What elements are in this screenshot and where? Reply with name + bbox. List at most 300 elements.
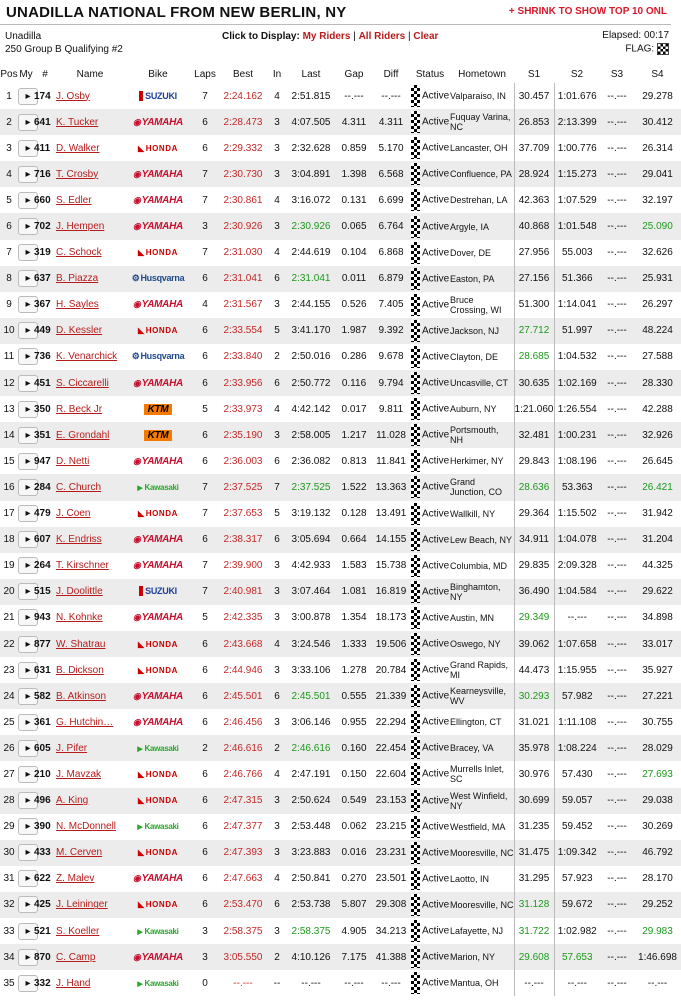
sector-3: --.--- (607, 194, 627, 206)
laps-cell (192, 735, 218, 761)
s4-cell (634, 735, 681, 761)
clear-link[interactable]: Clear (413, 31, 439, 42)
rider-name-link[interactable]: A. King (56, 795, 89, 807)
num-cell (34, 370, 56, 396)
my-rider-toggle-icon[interactable]: ▸ (18, 270, 38, 287)
checkered-flag-icon (411, 633, 420, 655)
column-header[interactable]: S3 (610, 68, 624, 80)
my-rider-toggle-icon[interactable]: ▸ (18, 896, 38, 913)
table-row[interactable] (0, 840, 681, 866)
laps: 6 (202, 873, 208, 885)
all-riders-link[interactable]: All Riders (358, 31, 406, 42)
checkered-flag-icon (411, 163, 420, 185)
gap: 0.664 (341, 534, 367, 546)
my-rider-toggle-icon[interactable]: ▸ (18, 166, 38, 183)
bike-brand-logo: ◉ YAMAHA (133, 117, 183, 128)
hometown-cell (450, 605, 514, 631)
sector-3: --.--- (607, 716, 627, 728)
display-label: Click to Display: (222, 31, 300, 42)
hometown-cell (450, 240, 514, 266)
status: Active (422, 90, 450, 102)
num-cell (34, 501, 56, 527)
rider-name-link[interactable]: T. Kirschner (56, 560, 109, 572)
status-cell (410, 109, 450, 135)
table-row[interactable] (0, 501, 681, 527)
gap-cell (336, 892, 372, 918)
my-rider-toggle-icon[interactable]: ▸ (18, 244, 38, 261)
position: 26 (3, 742, 15, 754)
table-row[interactable] (0, 83, 681, 109)
s2-cell (554, 631, 600, 657)
checkered-flag-icon (411, 920, 420, 942)
num-cell (34, 474, 56, 500)
sector-3: --.--- (607, 273, 627, 285)
table-row[interactable] (0, 631, 681, 657)
sector-4: 28.029 (642, 742, 673, 754)
best-lap: 2:30.730 (223, 168, 263, 180)
hometown: Mantua, OH (450, 978, 499, 989)
column-header[interactable]: My (19, 68, 33, 80)
my-rider-toggle-icon[interactable]: ▸ (18, 740, 38, 757)
rider-name-link[interactable]: K. Tucker (56, 116, 99, 128)
bike-cell (124, 970, 192, 996)
table-row[interactable] (0, 866, 681, 892)
sector-3: --.--- (607, 299, 627, 311)
column-header[interactable]: Laps (194, 68, 216, 80)
laps-cell (192, 631, 218, 657)
table-row[interactable] (0, 318, 681, 344)
status: Active (422, 273, 450, 285)
column-header[interactable]: Diff (383, 68, 399, 80)
rider-name-link[interactable]: J. Hempen (56, 221, 105, 233)
diff-cell (372, 161, 410, 187)
column-header[interactable]: # (42, 68, 48, 80)
my-rider-toggle-icon[interactable]: ▸ (18, 844, 38, 861)
rider-name-link[interactable]: M. Cerven (56, 847, 103, 859)
rider-name-link[interactable]: D. Walker (56, 142, 100, 154)
my-rider-toggle-icon[interactable]: ▸ (18, 505, 38, 522)
table-row[interactable] (0, 187, 681, 213)
bike-brand-logo: ◣ HONDA (138, 509, 178, 518)
rider-name-link[interactable]: J. Osby (56, 90, 90, 102)
last-cell (286, 866, 336, 892)
column-header[interactable]: S2 (570, 68, 584, 80)
rider-number: 390 (34, 821, 51, 833)
rider-number: 641 (34, 116, 51, 128)
table-row[interactable] (0, 161, 681, 187)
sector-1: 27.156 (518, 273, 550, 285)
checkered-flag-icon (411, 242, 420, 264)
rider-name-link[interactable]: E. Grondahl (56, 429, 110, 441)
last-lap: 3:33.106 (291, 664, 331, 676)
my-rider-toggle-icon[interactable]: ▸ (18, 662, 38, 679)
table-row[interactable] (0, 240, 681, 266)
hometown: Portsmouth, NH (450, 425, 499, 446)
table-row[interactable] (0, 527, 681, 553)
sector-2: 1:00.776 (557, 142, 597, 154)
last-lap: 3:06.146 (291, 716, 331, 728)
gap-cell (336, 631, 372, 657)
name-cell (56, 344, 124, 370)
diff-cell (372, 840, 410, 866)
s1-cell (514, 501, 554, 527)
sector-4: 32.626 (642, 247, 673, 259)
table-row[interactable] (0, 266, 681, 292)
rider-name-link[interactable]: H. Sayles (56, 299, 99, 311)
rider-number: 877 (34, 638, 51, 650)
my-rider-toggle-icon[interactable]: ▸ (18, 114, 38, 131)
bike-brand-logo: ◉ YAMAHA (133, 560, 183, 571)
table-row[interactable] (0, 814, 681, 840)
best-lap: 2:33.973 (223, 403, 263, 415)
rider-name-link[interactable]: C. Church (56, 481, 102, 493)
best-lap: 2:46.616 (223, 742, 263, 754)
bike-cell (124, 866, 192, 892)
in-cell (268, 709, 286, 735)
column-header[interactable]: Bike (148, 68, 168, 80)
sector-2: 1:04.078 (557, 534, 597, 546)
pos-cell (0, 657, 18, 683)
rider-name-link[interactable]: D. Kessler (56, 325, 103, 337)
rider-name-link[interactable]: W. Shatrau (56, 638, 106, 650)
table-row[interactable] (0, 605, 681, 631)
pos-cell (0, 866, 18, 892)
table-row[interactable] (0, 657, 681, 683)
bike-cell (124, 344, 192, 370)
status-cell (410, 944, 450, 970)
laps-cell (192, 683, 218, 709)
num-cell (34, 83, 56, 109)
in-cell (268, 579, 286, 605)
best-lap-in: 7 (274, 481, 280, 493)
name-cell (56, 683, 124, 709)
name-cell (56, 605, 124, 631)
rider-name-link[interactable]: C. Camp (56, 951, 96, 963)
my-rider-toggle-icon[interactable]: ▸ (18, 348, 38, 365)
rider-name-link[interactable]: J. Doolittle (56, 586, 103, 598)
rider-name-link[interactable]: Z. Malev (56, 873, 95, 885)
table-row[interactable] (0, 448, 681, 474)
diff: 20.784 (375, 664, 407, 676)
laps-cell (192, 422, 218, 448)
rider-name-link[interactable]: R. Beck Jr (56, 403, 103, 415)
my-rider-toggle-icon[interactable]: ▸ (18, 322, 38, 339)
rider-name-link[interactable]: C. Schock (56, 247, 102, 259)
rider-number: 425 (34, 899, 51, 911)
sector-3: --.--- (607, 325, 627, 337)
best-lap: 2:31.567 (223, 299, 263, 311)
status: Active (422, 899, 450, 911)
hometown: Fuquay Varina, NC (450, 112, 511, 133)
last-cell (286, 527, 336, 553)
rider-name-link[interactable]: S. Koeller (56, 925, 100, 937)
s3-cell (600, 109, 634, 135)
s3-cell (600, 970, 634, 996)
s4-cell (634, 318, 681, 344)
best-cell (218, 83, 268, 109)
my-rider-toggle-icon[interactable]: ▸ (18, 583, 38, 600)
best-cell (218, 109, 268, 135)
bike-brand-logo: ◉ YAMAHA (133, 612, 183, 623)
column-header[interactable]: Status (415, 68, 445, 80)
rider-name-link[interactable]: J. Mavzak (56, 768, 102, 780)
my-rider-toggle-icon[interactable]: ▸ (18, 427, 38, 444)
my-rider-toggle-icon[interactable]: ▸ (18, 192, 38, 209)
position: 9 (6, 299, 12, 311)
my-cell (18, 448, 34, 474)
gap: 0.016 (341, 847, 367, 859)
my-cell (18, 657, 34, 683)
bike-cell (124, 761, 192, 787)
table-row[interactable] (0, 683, 681, 709)
status: Active (422, 769, 450, 781)
rider-name-link[interactable]: K. Endriss (56, 534, 102, 546)
hometown: Laotto, IN (450, 873, 490, 884)
num-cell (34, 579, 56, 605)
s4-cell (634, 761, 681, 787)
column-header[interactable]: Best (232, 68, 253, 80)
status-cell (410, 709, 450, 735)
position: 32 (3, 899, 15, 911)
status-cell (410, 892, 450, 918)
table-row[interactable] (0, 735, 681, 761)
name-cell (56, 135, 124, 161)
my-rider-toggle-icon[interactable]: ▸ (18, 531, 38, 548)
last-cell (286, 709, 336, 735)
rider-name-link[interactable]: S. Edler (56, 194, 92, 206)
best-lap: 2:46.766 (223, 768, 263, 780)
laps: 6 (202, 142, 208, 154)
table-row[interactable] (0, 292, 681, 318)
last-lap: 3:05.694 (291, 534, 331, 546)
my-rider-toggle-icon[interactable]: ▸ (18, 557, 38, 574)
table-row[interactable] (0, 396, 681, 422)
s4-cell (634, 970, 681, 996)
position: 3 (6, 142, 12, 154)
s2-cell (554, 840, 600, 866)
table-row[interactable] (0, 474, 681, 500)
rider-name-link[interactable]: N. Kohnke (56, 612, 103, 624)
my-rider-toggle-icon[interactable]: ▸ (18, 949, 38, 966)
rider-name-link[interactable]: D. Netti (56, 455, 90, 467)
table-row[interactable] (0, 761, 681, 787)
gap-cell (336, 292, 372, 318)
column-header[interactable]: S1 (527, 68, 541, 80)
checkered-flag-icon (411, 424, 420, 446)
column-header[interactable]: Gap (344, 68, 364, 80)
laps-cell (192, 605, 218, 631)
column-header[interactable]: Pos (0, 68, 18, 80)
diff: 23.153 (375, 795, 407, 807)
best-lap: 2:45.501 (223, 690, 263, 702)
hometown: Dover, DE (450, 247, 492, 258)
laps-cell (192, 83, 218, 109)
s1-cell (514, 814, 554, 840)
status: Active (422, 977, 450, 989)
table-row[interactable] (0, 788, 681, 814)
table-row[interactable] (0, 709, 681, 735)
column-header[interactable]: Last (301, 68, 321, 80)
rider-number: 174 (34, 90, 51, 102)
s3-cell (600, 683, 634, 709)
status: Active (422, 795, 450, 807)
name-cell (56, 970, 124, 996)
rider-name-link[interactable]: B. Dickson (56, 664, 104, 676)
hometown: Easton, PA (450, 273, 495, 284)
my-rider-toggle-icon[interactable]: ▸ (18, 401, 38, 418)
s3-cell (600, 213, 634, 239)
table-row[interactable] (0, 970, 681, 996)
position: 7 (6, 247, 12, 259)
table-row[interactable] (0, 944, 681, 970)
diff-cell (372, 866, 410, 892)
sector-1: 29.835 (518, 560, 550, 572)
rider-name-link[interactable]: B. Piazza (56, 273, 99, 285)
table-row[interactable] (0, 370, 681, 396)
bike-brand-logo: ◣ HONDA (138, 640, 178, 649)
rider-name-link[interactable]: J. Coen (56, 508, 91, 520)
gap-cell (336, 240, 372, 266)
table-row[interactable] (0, 892, 681, 918)
name-cell (56, 213, 124, 239)
status-cell (410, 918, 450, 944)
s4-cell (634, 788, 681, 814)
bike-brand-logo: ◣ HONDA (138, 770, 178, 779)
table-row[interactable] (0, 918, 681, 944)
my-rider-toggle-icon[interactable]: ▸ (18, 923, 38, 940)
last-cell (286, 657, 336, 683)
my-riders-link[interactable]: My Riders (302, 31, 351, 42)
diff: 21.339 (375, 690, 407, 702)
s2-cell (554, 788, 600, 814)
checkered-flag-icon (411, 398, 420, 420)
last-cell (286, 892, 336, 918)
s1-cell (514, 448, 554, 474)
rider-name-link[interactable]: T. Crosby (56, 168, 99, 180)
table-row[interactable] (0, 422, 681, 448)
bike-cell (124, 788, 192, 814)
in-cell (268, 892, 286, 918)
table-row[interactable] (0, 553, 681, 579)
my-rider-toggle-icon[interactable]: ▸ (18, 218, 38, 235)
pos-cell (0, 892, 18, 918)
table-row[interactable] (0, 579, 681, 605)
rider-name-link[interactable]: B. Atkinson (56, 690, 107, 702)
status-cell (410, 422, 450, 448)
best-cell (218, 422, 268, 448)
my-rider-toggle-icon[interactable]: ▸ (18, 375, 38, 392)
table-row[interactable] (0, 213, 681, 239)
my-rider-toggle-icon[interactable]: ▸ (18, 609, 38, 626)
sector-4: 27.588 (642, 351, 673, 363)
num-cell (34, 109, 56, 135)
sector-3: --.--- (607, 664, 627, 676)
status-cell (410, 396, 450, 422)
sector-2: 1:07.658 (557, 638, 597, 650)
column-header[interactable]: Hometown (458, 68, 506, 80)
sector-4: 29.252 (642, 899, 673, 911)
my-rider-toggle-icon[interactable]: ▸ (18, 714, 38, 731)
best-lap: 2:39.900 (223, 560, 263, 572)
sector-1: 36.490 (518, 586, 550, 598)
rider-name-link[interactable]: K. Venarchick (56, 351, 118, 363)
rider-name-link[interactable]: G. Hutchin… (56, 716, 114, 728)
column-header[interactable]: Name (76, 68, 104, 80)
rider-name-link[interactable]: J. Pifer (56, 742, 88, 754)
rider-name-link[interactable]: S. Ciccarelli (56, 377, 109, 389)
my-cell (18, 788, 34, 814)
my-rider-toggle-icon[interactable]: ▸ (18, 870, 38, 887)
my-rider-toggle-icon[interactable]: ▸ (18, 792, 38, 809)
sector-3: --.--- (607, 821, 627, 833)
status: Active (422, 743, 450, 755)
in-cell (268, 292, 286, 318)
rider-name-link[interactable]: J. Hand (56, 977, 91, 989)
position: 5 (6, 194, 12, 206)
s4-cell (634, 344, 681, 370)
sector-4: 32.197 (642, 194, 673, 206)
s3-cell (600, 918, 634, 944)
my-rider-toggle-icon[interactable]: ▸ (18, 453, 38, 470)
diff-cell (372, 553, 410, 579)
my-rider-toggle-icon[interactable]: ▸ (18, 688, 38, 705)
checkered-flag-icon (411, 790, 420, 812)
s1-cell (514, 605, 554, 631)
best-lap: 2:31.030 (223, 247, 263, 259)
rider-name-link[interactable]: N. McDonnell (56, 821, 117, 833)
table-row[interactable] (0, 135, 681, 161)
rider-name-link[interactable]: J. Leininger (56, 899, 108, 911)
table-row[interactable] (0, 344, 681, 370)
sector-3: --.--- (607, 560, 627, 572)
diff-cell (372, 240, 410, 266)
sector-2: --.--- (567, 977, 587, 989)
my-cell (18, 292, 34, 318)
table-row[interactable] (0, 109, 681, 135)
pos-cell (0, 187, 18, 213)
my-rider-toggle-icon[interactable]: ▸ (18, 479, 38, 496)
my-cell (18, 266, 34, 292)
my-rider-toggle-icon[interactable]: ▸ (18, 140, 38, 157)
column-header[interactable]: In (272, 68, 282, 80)
my-rider-toggle-icon[interactable]: ▸ (18, 88, 38, 105)
gap-cell (336, 527, 372, 553)
laps: 6 (202, 429, 208, 441)
my-rider-toggle-icon[interactable]: ▸ (18, 975, 38, 992)
sector-2: 1:15.273 (557, 168, 597, 180)
sector-4: 29.038 (642, 795, 673, 807)
sector-2: 53.363 (561, 481, 593, 493)
hometown-cell (450, 135, 514, 161)
my-cell (18, 761, 34, 787)
s2-cell (554, 970, 600, 996)
best-cell (218, 266, 268, 292)
my-rider-toggle-icon[interactable]: ▸ (18, 296, 38, 313)
column-header[interactable]: S4 (651, 68, 664, 80)
my-rider-toggle-icon[interactable]: ▸ (18, 766, 38, 783)
gap: --.--- (344, 90, 364, 102)
bike-cell (124, 631, 192, 657)
s2-cell (554, 135, 600, 161)
my-rider-toggle-icon[interactable]: ▸ (18, 636, 38, 653)
sector-4: 29.278 (642, 90, 673, 102)
sector-4: 32.926 (642, 429, 673, 441)
shrink-to-top10-link[interactable]: + SHRINK TO SHOW TOP 10 ONL (508, 6, 667, 17)
best-lap: 3:05.550 (223, 951, 263, 963)
in-cell (268, 344, 286, 370)
sector-1: 39.062 (518, 638, 550, 650)
my-rider-toggle-icon[interactable]: ▸ (18, 818, 38, 835)
